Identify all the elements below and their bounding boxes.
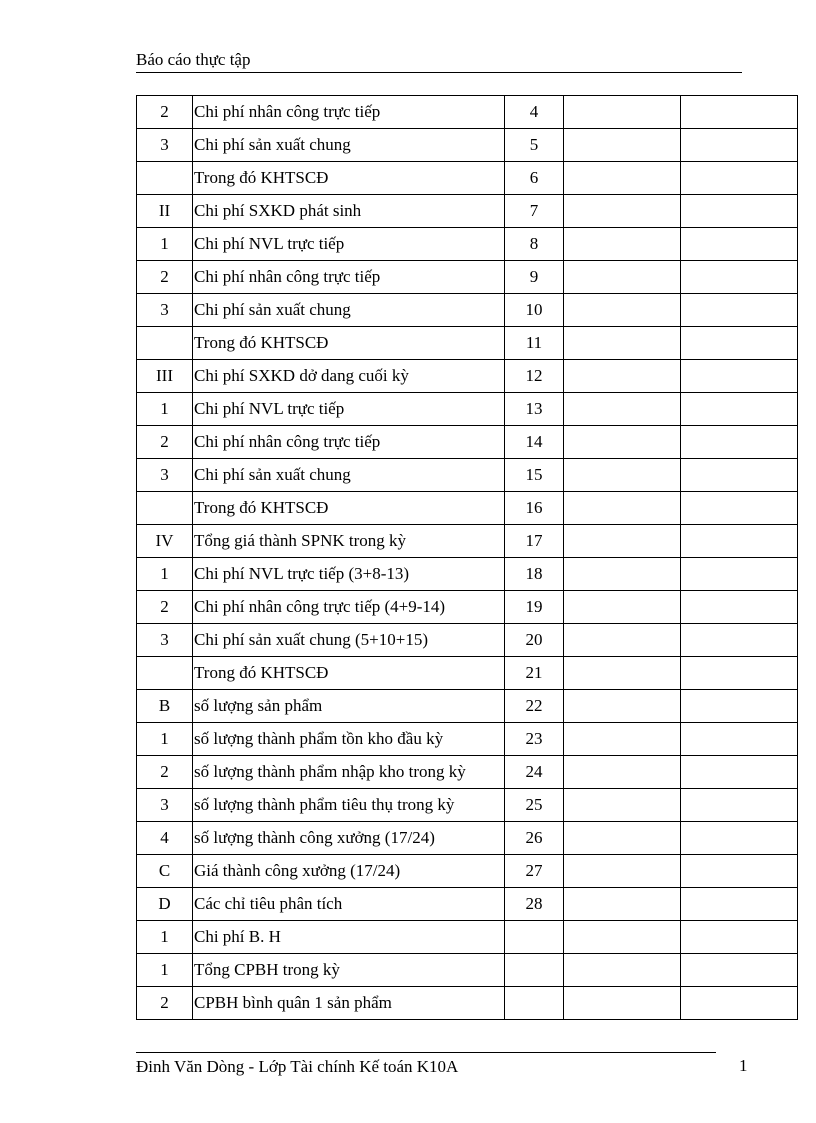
row-value-cell bbox=[681, 261, 798, 294]
row-name-cell: số lượng thành phẩm nhập kho trong kỳ bbox=[193, 756, 505, 789]
row-value-cell bbox=[564, 261, 681, 294]
row-index-cell: II bbox=[137, 195, 193, 228]
row-value-cell bbox=[681, 195, 798, 228]
row-name-cell: Trong đó KHTSCĐ bbox=[193, 657, 505, 690]
row-code-cell: 21 bbox=[505, 657, 564, 690]
table-row bbox=[137, 888, 798, 921]
row-value-cell bbox=[681, 525, 798, 558]
table-body bbox=[137, 96, 798, 1020]
row-code-cell: 9 bbox=[505, 261, 564, 294]
row-index-cell bbox=[137, 162, 193, 195]
row-name-cell: Chi phí sản xuất chung bbox=[193, 459, 505, 492]
row-name-cell: số lượng sản phẩm bbox=[193, 690, 505, 723]
row-value-cell bbox=[564, 294, 681, 327]
table-row bbox=[137, 327, 798, 360]
row-name-cell: Chi phí sản xuất chung bbox=[193, 294, 505, 327]
row-index-cell: 2 bbox=[137, 756, 193, 789]
row-value-cell bbox=[564, 195, 681, 228]
table-row bbox=[137, 459, 798, 492]
row-value-cell bbox=[564, 756, 681, 789]
row-name-cell: Chi phí sản xuất chung bbox=[193, 129, 505, 162]
row-code-cell: 17 bbox=[505, 525, 564, 558]
table-row bbox=[137, 690, 798, 723]
row-value-cell bbox=[564, 888, 681, 921]
row-code-cell: 25 bbox=[505, 789, 564, 822]
row-code-cell: 23 bbox=[505, 723, 564, 756]
row-index-cell: 1 bbox=[137, 921, 193, 954]
row-name-cell: Chi phí NVL trực tiếp bbox=[193, 393, 505, 426]
row-value-cell bbox=[564, 228, 681, 261]
table-row bbox=[137, 723, 798, 756]
row-code-cell bbox=[505, 954, 564, 987]
row-index-cell: 3 bbox=[137, 459, 193, 492]
row-value-cell bbox=[564, 393, 681, 426]
row-code-cell: 24 bbox=[505, 756, 564, 789]
row-value-cell bbox=[681, 822, 798, 855]
row-index-cell: 1 bbox=[137, 393, 193, 426]
row-code-cell: 12 bbox=[505, 360, 564, 393]
row-value-cell bbox=[681, 492, 798, 525]
row-value-cell bbox=[564, 855, 681, 888]
row-code-cell: 14 bbox=[505, 426, 564, 459]
row-name-cell: Chi phí sản xuất chung (5+10+15) bbox=[193, 624, 505, 657]
row-name-cell: Chi phí nhân công trực tiếp bbox=[193, 261, 505, 294]
row-value-cell bbox=[564, 954, 681, 987]
row-value-cell bbox=[564, 360, 681, 393]
row-code-cell: 15 bbox=[505, 459, 564, 492]
row-index-cell: 1 bbox=[137, 954, 193, 987]
row-value-cell bbox=[564, 426, 681, 459]
table-row bbox=[137, 855, 798, 888]
row-value-cell bbox=[564, 558, 681, 591]
table-row bbox=[137, 525, 798, 558]
row-name-cell: CPBH bình quân 1 sản phẩm bbox=[193, 987, 505, 1020]
row-value-cell bbox=[681, 294, 798, 327]
row-value-cell bbox=[681, 690, 798, 723]
row-index-cell: 2 bbox=[137, 96, 193, 129]
row-value-cell bbox=[564, 459, 681, 492]
table-row bbox=[137, 987, 798, 1020]
table-row bbox=[137, 360, 798, 393]
page-number: 1 bbox=[739, 1056, 748, 1075]
row-value-cell bbox=[564, 624, 681, 657]
table-row bbox=[137, 261, 798, 294]
row-value-cell bbox=[564, 657, 681, 690]
row-code-cell: 20 bbox=[505, 624, 564, 657]
row-index-cell: 2 bbox=[137, 261, 193, 294]
row-value-cell bbox=[681, 393, 798, 426]
row-value-cell bbox=[564, 921, 681, 954]
row-name-cell: Tổng giá thành SPNK trong kỳ bbox=[193, 525, 505, 558]
row-code-cell: 22 bbox=[505, 690, 564, 723]
row-index-cell: 3 bbox=[137, 789, 193, 822]
row-index-cell: IV bbox=[137, 525, 193, 558]
row-value-cell bbox=[681, 756, 798, 789]
table-row bbox=[137, 789, 798, 822]
table-row bbox=[137, 822, 798, 855]
row-value-cell bbox=[564, 690, 681, 723]
row-value-cell bbox=[681, 360, 798, 393]
row-code-cell: 4 bbox=[505, 96, 564, 129]
row-index-cell: 3 bbox=[137, 624, 193, 657]
page-header bbox=[136, 48, 742, 73]
row-index-cell: B bbox=[137, 690, 193, 723]
row-value-cell bbox=[681, 987, 798, 1020]
row-value-cell bbox=[681, 921, 798, 954]
row-code-cell bbox=[505, 987, 564, 1020]
table-row bbox=[137, 921, 798, 954]
table-row bbox=[137, 558, 798, 591]
row-name-cell: Chi phí nhân công trực tiếp (4+9-14) bbox=[193, 591, 505, 624]
row-index-cell: 1 bbox=[137, 228, 193, 261]
row-name-cell: số lượng thành phẩm tiêu thụ trong kỳ bbox=[193, 789, 505, 822]
row-index-cell: D bbox=[137, 888, 193, 921]
row-value-cell bbox=[564, 492, 681, 525]
row-code-cell: 13 bbox=[505, 393, 564, 426]
row-value-cell bbox=[564, 822, 681, 855]
table-row bbox=[137, 954, 798, 987]
table-row bbox=[137, 591, 798, 624]
row-code-cell: 16 bbox=[505, 492, 564, 525]
row-index-cell: 2 bbox=[137, 591, 193, 624]
row-value-cell bbox=[681, 327, 798, 360]
row-value-cell bbox=[681, 855, 798, 888]
table-row bbox=[137, 162, 798, 195]
row-value-cell bbox=[564, 525, 681, 558]
row-name-cell: Trong đó KHTSCĐ bbox=[193, 492, 505, 525]
row-index-cell bbox=[137, 492, 193, 525]
row-value-cell bbox=[681, 723, 798, 756]
row-name-cell: Chi phí NVL trực tiếp (3+8-13) bbox=[193, 558, 505, 591]
row-value-cell bbox=[564, 129, 681, 162]
row-name-cell: Chi phí B. H bbox=[193, 921, 505, 954]
row-value-cell bbox=[681, 162, 798, 195]
row-code-cell: 18 bbox=[505, 558, 564, 591]
table-row bbox=[137, 657, 798, 690]
row-name-cell: Các chỉ tiêu phân tích bbox=[193, 888, 505, 921]
row-code-cell bbox=[505, 921, 564, 954]
row-value-cell bbox=[681, 888, 798, 921]
table-row bbox=[137, 228, 798, 261]
table-row bbox=[137, 195, 798, 228]
footer-author: Đinh Văn Dòng - Lớp Tài chính Kế toán K10A bbox=[136, 1057, 459, 1076]
row-index-cell: 1 bbox=[137, 558, 193, 591]
row-name-cell: số lượng thành phẩm tồn kho đầu kỳ bbox=[193, 723, 505, 756]
row-name-cell: Tổng CPBH trong kỳ bbox=[193, 954, 505, 987]
row-name-cell: số lượng thành công xưởng (17/24) bbox=[193, 822, 505, 855]
row-value-cell bbox=[681, 129, 798, 162]
row-name-cell: Trong đó KHTSCĐ bbox=[193, 327, 505, 360]
row-value-cell bbox=[564, 723, 681, 756]
row-name-cell: Chi phí nhân công trực tiếp bbox=[193, 96, 505, 129]
row-value-cell bbox=[564, 162, 681, 195]
row-index-cell: 3 bbox=[137, 294, 193, 327]
row-value-cell bbox=[564, 327, 681, 360]
table-row bbox=[137, 624, 798, 657]
page-footer bbox=[136, 1052, 716, 1079]
table-row bbox=[137, 129, 798, 162]
table-row bbox=[137, 393, 798, 426]
row-index-cell bbox=[137, 327, 193, 360]
row-index-cell: III bbox=[137, 360, 193, 393]
row-code-cell: 11 bbox=[505, 327, 564, 360]
row-value-cell bbox=[564, 789, 681, 822]
row-index-cell: 1 bbox=[137, 723, 193, 756]
table-row bbox=[137, 492, 798, 525]
row-value-cell bbox=[681, 624, 798, 657]
row-value-cell bbox=[681, 954, 798, 987]
cost-report-table bbox=[136, 95, 798, 1020]
row-name-cell: Chi phí SXKD dở dang cuối kỳ bbox=[193, 360, 505, 393]
row-name-cell: Chi phí SXKD phát sinh bbox=[193, 195, 505, 228]
row-name-cell: Chi phí nhân công trực tiếp bbox=[193, 426, 505, 459]
row-value-cell bbox=[681, 426, 798, 459]
table-row bbox=[137, 756, 798, 789]
row-code-cell: 19 bbox=[505, 591, 564, 624]
row-value-cell bbox=[681, 228, 798, 261]
row-index-cell: 2 bbox=[137, 987, 193, 1020]
row-index-cell: 2 bbox=[137, 426, 193, 459]
row-value-cell bbox=[681, 96, 798, 129]
row-value-cell bbox=[564, 987, 681, 1020]
row-index-cell bbox=[137, 657, 193, 690]
row-value-cell bbox=[681, 558, 798, 591]
table-row bbox=[137, 426, 798, 459]
row-value-cell bbox=[681, 789, 798, 822]
row-code-cell: 26 bbox=[505, 822, 564, 855]
row-code-cell: 7 bbox=[505, 195, 564, 228]
row-name-cell: Chi phí NVL trực tiếp bbox=[193, 228, 505, 261]
row-value-cell bbox=[681, 657, 798, 690]
row-code-cell: 28 bbox=[505, 888, 564, 921]
row-code-cell: 6 bbox=[505, 162, 564, 195]
row-code-cell: 5 bbox=[505, 129, 564, 162]
row-value-cell bbox=[564, 591, 681, 624]
header-title: Báo cáo thực tập bbox=[136, 50, 251, 69]
row-name-cell: Giá thành công xưởng (17/24) bbox=[193, 855, 505, 888]
row-index-cell: 3 bbox=[137, 129, 193, 162]
table-row bbox=[137, 294, 798, 327]
row-index-cell: C bbox=[137, 855, 193, 888]
row-code-cell: 10 bbox=[505, 294, 564, 327]
row-code-cell: 8 bbox=[505, 228, 564, 261]
row-code-cell: 27 bbox=[505, 855, 564, 888]
row-name-cell: Trong đó KHTSCĐ bbox=[193, 162, 505, 195]
table-row bbox=[137, 96, 798, 129]
row-index-cell: 4 bbox=[137, 822, 193, 855]
row-value-cell bbox=[564, 96, 681, 129]
row-value-cell bbox=[681, 591, 798, 624]
row-value-cell bbox=[681, 459, 798, 492]
